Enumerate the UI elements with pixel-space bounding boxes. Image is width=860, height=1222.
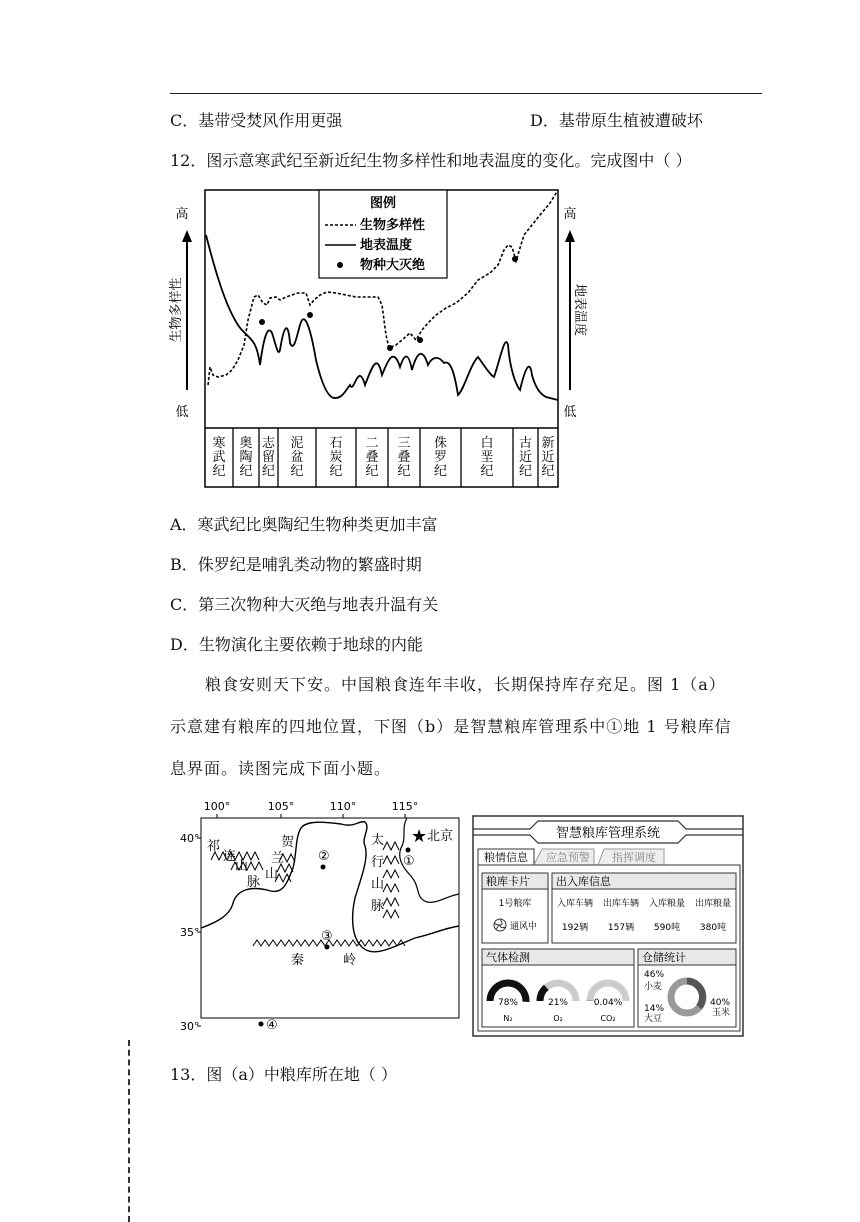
site-3: ③: [321, 929, 333, 944]
period-label: 二叠纪: [365, 436, 379, 479]
legend-extinction: 物种大灭绝: [360, 258, 426, 273]
qinling-1: 秦: [291, 953, 305, 968]
site-4: ④: [266, 1018, 278, 1033]
period-label: 石炭纪: [329, 436, 343, 479]
lon-100: 100°: [203, 800, 231, 813]
granary-location-map: [175, 798, 465, 1038]
io-col-1: 入库车辆: [556, 899, 594, 909]
site-2: ②: [318, 849, 330, 864]
gauge-name: CO₂: [600, 1014, 616, 1023]
tab-grain-info-label: 粮情信息: [484, 851, 528, 864]
right-arrow-head: [565, 230, 575, 242]
left-axis-label: 生物多样性: [169, 277, 184, 343]
period-label: 寒武纪: [212, 436, 226, 479]
period-label: 泥盆纪: [290, 436, 304, 479]
tab-grain-info[interactable]: [478, 849, 534, 865]
gauge-value: 78%: [497, 998, 519, 1008]
period-label: 新近纪: [541, 436, 555, 479]
beijing-star-icon: ★: [411, 826, 428, 847]
right-axis-label: 地表温度: [572, 283, 587, 337]
chart-legend: [319, 190, 447, 278]
period-label: 志留纪: [261, 436, 276, 479]
period-label: 侏罗纪: [433, 436, 448, 479]
lat-40: 40°: [180, 832, 200, 845]
qinling-2: 岭: [343, 953, 357, 968]
tab-command-dispatch-label: 指挥调度: [612, 851, 656, 864]
io-val-3: 590吨: [653, 923, 681, 933]
q12-option-d: D．生物演化主要依赖于地球的内能: [170, 635, 423, 654]
taihang-2: 行: [371, 855, 385, 870]
lat-35: 35°: [180, 926, 200, 939]
gauge-value: 21%: [547, 998, 569, 1008]
header-rule: [170, 93, 762, 94]
question-12-stem: 12．图示意寒武纪至新近纪生物多样性和地表温度的变化。完成图中（ ）: [170, 151, 692, 170]
question-13-stem: 13．图（a）中粮库所在地（ ）: [170, 1065, 397, 1084]
low-label-left: 低: [175, 405, 189, 420]
io-val-1: 192辆: [561, 923, 589, 933]
biodiversity-temperature-chart: [160, 185, 587, 495]
panel-title: 智慧粮库管理系统: [555, 826, 661, 841]
qilian-4: 脉: [247, 875, 261, 890]
beijing-label: 北京: [427, 829, 454, 844]
period-label: 奥陶纪: [239, 436, 253, 479]
taihang-4: 脉: [371, 899, 385, 914]
storage-pct-corn: 40%: [710, 998, 731, 1008]
left-arrow-head: [182, 230, 192, 242]
tab-emergency-alert[interactable]: [534, 849, 594, 865]
period-label: 白垩纪: [480, 436, 494, 479]
helan-2: 兰: [271, 851, 285, 866]
card-status: 通风中: [510, 922, 538, 932]
lon-105: 105°: [267, 800, 295, 813]
legend-biodiversity: 生物多样性: [360, 218, 426, 233]
q12-option-c: C．第三次物种大灭绝与地表升温有关: [170, 595, 439, 614]
tab-command-dispatch[interactable]: [598, 849, 664, 865]
gauge-name: O₂: [553, 1014, 563, 1023]
io-val-4: 380吨: [699, 923, 727, 933]
gauge-value: 0.04%: [593, 998, 623, 1008]
passage-line-1: 粮食安则天下安。中国粮食连年丰收，长期保持库存充足。图 1（a）: [205, 675, 726, 694]
storage-name-corn: 玉米: [712, 1008, 731, 1018]
qilian-2: 连: [223, 849, 237, 864]
storage-name-wheat: 小麦: [644, 982, 663, 992]
high-label-left: 高: [175, 207, 189, 222]
card-header: 粮库卡片: [486, 875, 530, 888]
low-label-right: 低: [563, 405, 577, 420]
card-name: 1号粮库: [498, 899, 532, 909]
binding-margin-dashes: [128, 1040, 130, 1222]
passage-line-2: 示意建有粮库的四地位置，下图（b）是智慧粮库管理系中①地 1 号粮库信: [170, 717, 732, 736]
option-c: C．基带受焚风作用更强: [170, 111, 343, 130]
q12-option-b: B．侏罗纪是哺乳类动物的繁盛时期: [170, 555, 422, 574]
lon-110: 110°: [329, 800, 357, 813]
io-val-2: 157辆: [607, 923, 635, 933]
qilian-3: 山: [235, 859, 249, 874]
lon-115: 115°: [391, 800, 419, 813]
lat-30: 30°: [180, 1020, 200, 1033]
tab-emergency-alert-label: 应急预警: [546, 851, 590, 864]
legend-title: 图例: [369, 196, 397, 211]
gas-header: 气体检测: [486, 951, 530, 964]
storage-pct-soy: 14%: [644, 1004, 665, 1014]
site-1: ①: [403, 854, 415, 869]
taihang-1: 太: [371, 833, 385, 848]
period-label: 三叠纪: [397, 436, 411, 479]
map-frame: [201, 818, 459, 1018]
legend-temperature: 地表温度: [360, 238, 413, 253]
taihang-3: 山: [371, 877, 385, 892]
helan-1: 贺: [281, 835, 295, 850]
q12-option-a: A．寒武纪比奥陶纪生物种类更加丰富: [170, 515, 438, 534]
helan-3: 山: [265, 867, 279, 882]
qilian-1: 祁: [207, 839, 221, 854]
gauge-name: N₂: [503, 1014, 513, 1023]
smart-granary-panel: [472, 815, 744, 1037]
io-col-4: 出库粮量: [694, 899, 732, 909]
io-header: 出入库信息: [556, 875, 611, 888]
period-labels: [212, 435, 554, 479]
high-label-right: 高: [563, 207, 577, 222]
period-label: 古近纪: [518, 436, 533, 479]
option-d: D．基带原生植被遭破坏: [530, 111, 703, 130]
io-col-2: 出库车辆: [602, 899, 640, 909]
passage-line-3: 息界面。读图完成下面小题。: [170, 759, 392, 778]
storage-pct-wheat: 46%: [644, 970, 665, 980]
storage-name-soy: 大豆: [644, 1014, 663, 1024]
storage-header: 仓储统计: [642, 951, 686, 964]
io-col-3: 入库粮量: [648, 899, 686, 909]
